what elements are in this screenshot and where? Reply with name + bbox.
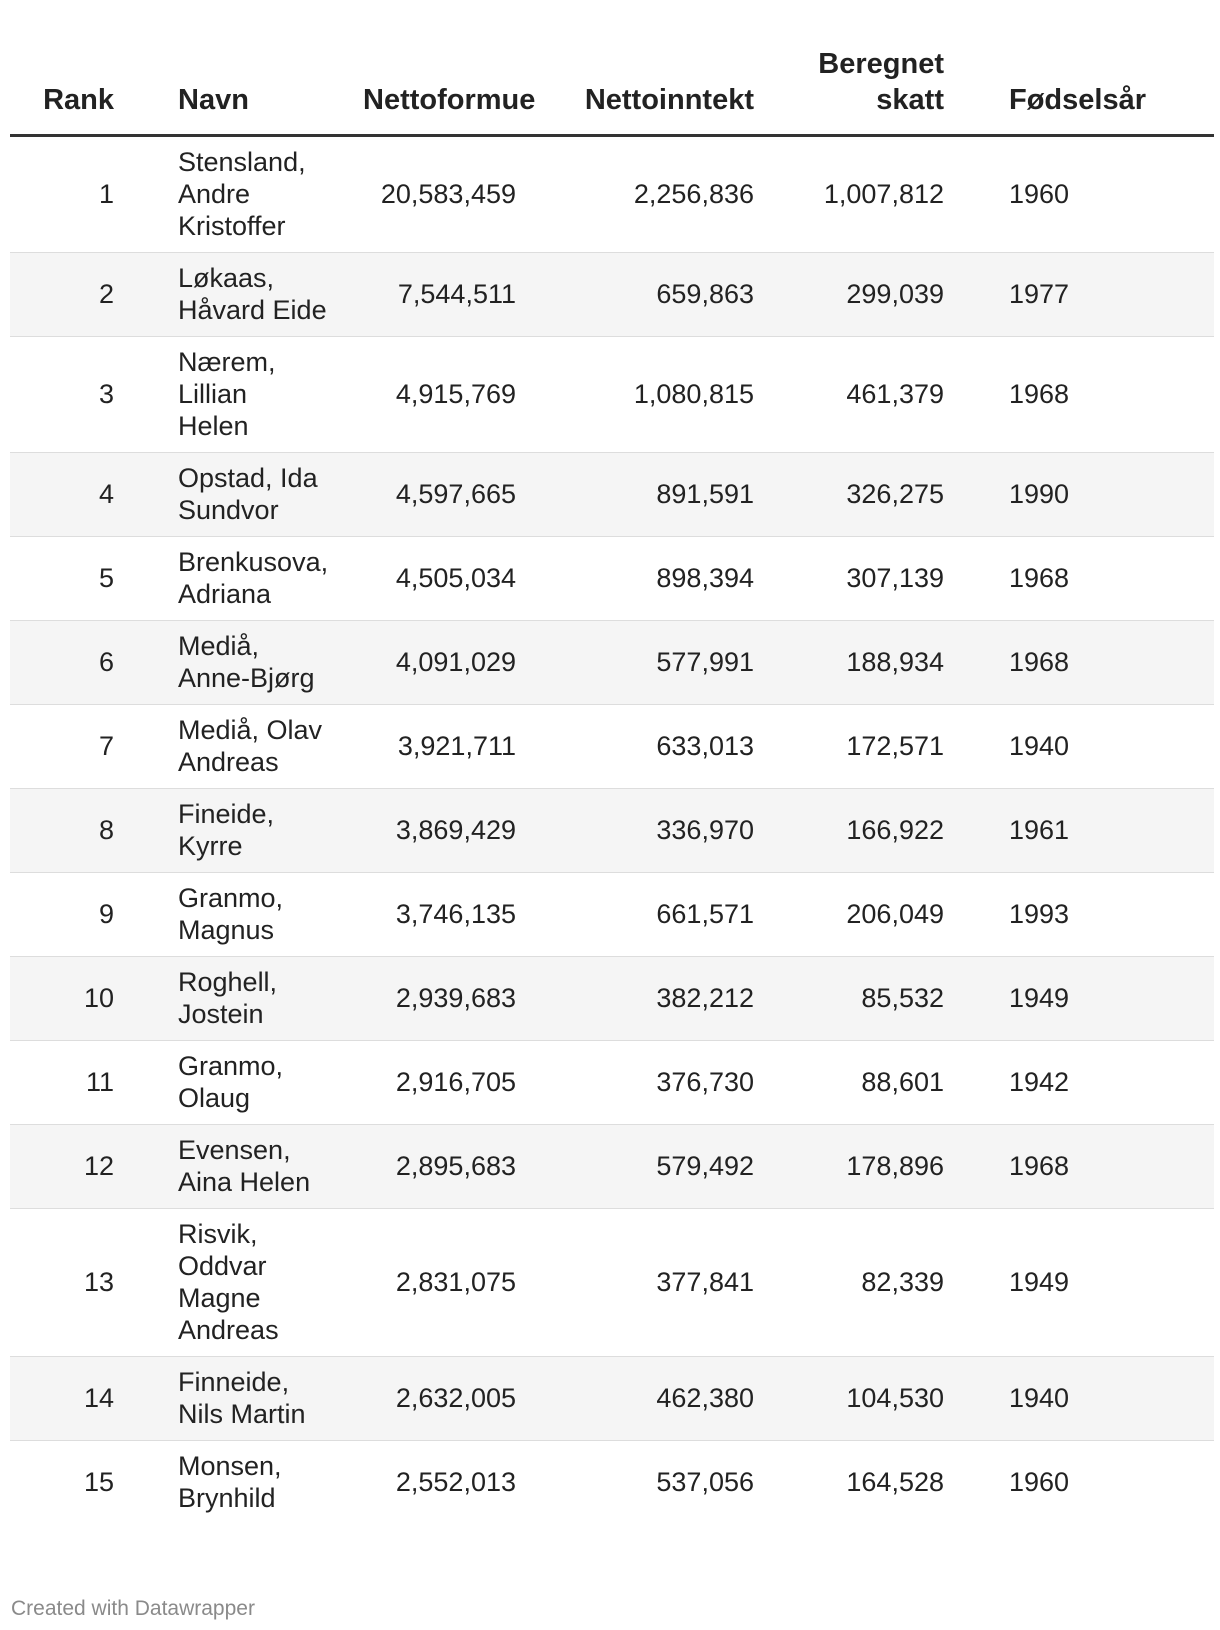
cell-name bbox=[114, 873, 363, 957]
name-line: Opstad, Ida bbox=[178, 463, 318, 493]
cell-name bbox=[114, 1041, 363, 1125]
table-row bbox=[10, 1125, 1214, 1209]
cell-net-worth: 3,921,711 bbox=[363, 705, 516, 789]
cell-birth-year: 1968 bbox=[944, 337, 1214, 453]
cell-tax: 326,275 bbox=[754, 453, 944, 537]
table-row bbox=[10, 957, 1214, 1041]
cell-name bbox=[114, 537, 363, 621]
name-line: Håvard Eide bbox=[178, 295, 327, 325]
cell-net-income: 2,256,836 bbox=[516, 136, 754, 253]
cell-rank: 8 bbox=[10, 789, 114, 873]
cell-tax: 82,339 bbox=[754, 1209, 944, 1357]
name-line: Andreas bbox=[178, 747, 279, 777]
name-line: Løkaas, bbox=[178, 263, 275, 293]
cell-name bbox=[114, 453, 363, 537]
cell-rank: 7 bbox=[10, 705, 114, 789]
name-line: Oddvar bbox=[178, 1251, 267, 1281]
table-row bbox=[10, 337, 1214, 453]
table-row bbox=[10, 789, 1214, 873]
cell-birth-year: 1960 bbox=[1009, 1467, 1070, 1497]
cell-rank: 11 bbox=[10, 1041, 114, 1125]
cell-net-worth: 4,597,665 bbox=[363, 453, 516, 537]
cell-name bbox=[114, 136, 363, 253]
cell-net-worth: 4,915,769 bbox=[363, 337, 516, 453]
cell-birth-year: 1993 bbox=[944, 873, 1214, 957]
table-row bbox=[10, 136, 1214, 253]
name-line: Monsen, bbox=[178, 1451, 282, 1481]
cell-rank: 2 bbox=[10, 253, 114, 337]
cell-name bbox=[114, 789, 363, 873]
cell-net-income: 898,394 bbox=[516, 537, 754, 621]
cell-net-income: 891,591 bbox=[516, 453, 754, 537]
name-line: Anne-Bjørg bbox=[178, 663, 315, 693]
name-line: Adriana bbox=[178, 579, 272, 609]
table-row bbox=[10, 1357, 1214, 1441]
cell-net-worth: 2,895,683 bbox=[363, 1125, 516, 1209]
cell-net-income: 661,571 bbox=[516, 873, 754, 957]
name-line: Aina Helen bbox=[178, 1167, 311, 1197]
cell-net-worth: 2,552,013 bbox=[395, 1467, 516, 1497]
cell-tax: 88,601 bbox=[754, 1041, 944, 1125]
name-line: Kyrre bbox=[178, 831, 243, 861]
name-line: Andreas bbox=[178, 1315, 279, 1345]
name-line: Risvik, bbox=[178, 1219, 258, 1249]
table-row bbox=[10, 621, 1214, 705]
name-line: Stensland, bbox=[178, 147, 306, 177]
cell-tax: 178,896 bbox=[754, 1125, 944, 1209]
name-line: Roghell, bbox=[178, 967, 278, 997]
cell-name bbox=[114, 957, 363, 1041]
cell-tax: 1,007,812 bbox=[754, 136, 944, 253]
name-line: Andre bbox=[178, 179, 251, 209]
cell-birth-year: 1968 bbox=[944, 1125, 1214, 1209]
name-line: Sundvor bbox=[178, 495, 279, 525]
header-birth-year[interactable]: Fødselsår bbox=[944, 40, 1214, 136]
cell-birth-year: 1942 bbox=[944, 1041, 1214, 1125]
cell-birth-year: 1949 bbox=[944, 957, 1214, 1041]
cell-rank: 3 bbox=[10, 337, 114, 453]
table-row bbox=[10, 453, 1214, 537]
header-tax-line2: skatt bbox=[876, 84, 944, 116]
cell-net-worth: 2,632,005 bbox=[363, 1357, 516, 1441]
name-line: Granmo, bbox=[178, 883, 284, 913]
name-line: Fineide, bbox=[178, 799, 275, 829]
cell-tax: 206,049 bbox=[754, 873, 944, 957]
header-name[interactable]: Navn bbox=[114, 40, 363, 136]
cell-net-income: 377,841 bbox=[516, 1209, 754, 1357]
table-row bbox=[10, 873, 1214, 957]
name-line: Granmo, bbox=[178, 1051, 284, 1081]
cell-net-income: 633,013 bbox=[516, 705, 754, 789]
cell-net-worth: 3,746,135 bbox=[363, 873, 516, 957]
cell-tax: 299,039 bbox=[754, 253, 944, 337]
cell-net-worth: 7,544,511 bbox=[363, 253, 516, 337]
footer-credit: Created with Datawrapper bbox=[11, 1597, 255, 1620]
cell-birth-year: 1968 bbox=[944, 621, 1214, 705]
cell-net-income: 579,492 bbox=[516, 1125, 754, 1209]
cell-tax: 188,934 bbox=[754, 621, 944, 705]
cell-birth-year: 1990 bbox=[944, 453, 1214, 537]
table-row bbox=[10, 705, 1214, 789]
header-net-worth[interactable]: Nettoformue bbox=[363, 40, 516, 136]
cell-name bbox=[114, 1441, 363, 1525]
cell-tax: 104,530 bbox=[754, 1357, 944, 1441]
cell-rank: 5 bbox=[10, 537, 114, 621]
cell-net-income: 462,380 bbox=[516, 1357, 754, 1441]
cell-name bbox=[114, 1209, 363, 1357]
name-line: Olaug bbox=[178, 1083, 251, 1113]
cell-rank: 15 bbox=[83, 1467, 114, 1497]
cell-net-income: 577,991 bbox=[516, 621, 754, 705]
cell-name bbox=[114, 253, 363, 337]
cell-net-income: 336,970 bbox=[516, 789, 754, 873]
name-line: Magnus bbox=[178, 915, 275, 945]
cell-rank: 13 bbox=[10, 1209, 114, 1357]
cell-tax: 172,571 bbox=[754, 705, 944, 789]
table-row bbox=[10, 1041, 1214, 1125]
name-line: Nærem, bbox=[178, 347, 276, 377]
name-line: Evensen, bbox=[178, 1135, 291, 1165]
cell-name bbox=[114, 1125, 363, 1209]
cell-net-income: 659,863 bbox=[516, 253, 754, 337]
name-line: Kristoffer bbox=[178, 211, 286, 241]
cell-net-worth: 20,583,459 bbox=[363, 136, 516, 253]
table-row bbox=[10, 253, 1214, 337]
cell-name bbox=[114, 337, 363, 453]
name-line: Magne bbox=[178, 1283, 261, 1313]
cell-birth-year: 1940 bbox=[944, 705, 1214, 789]
header-rank[interactable]: Rank bbox=[10, 40, 114, 136]
name-line: Finneide, bbox=[178, 1367, 290, 1397]
name-line: Jostein bbox=[178, 999, 264, 1029]
name-line: Lillian bbox=[178, 379, 248, 409]
header-tax[interactable] bbox=[754, 40, 944, 136]
cell-tax: 461,379 bbox=[754, 337, 944, 453]
cell-name bbox=[114, 705, 363, 789]
cell-net-income: 1,080,815 bbox=[516, 337, 754, 453]
cell-net-worth: 4,091,029 bbox=[363, 621, 516, 705]
cell-net-worth: 2,916,705 bbox=[363, 1041, 516, 1125]
header-tax-line1: Beregnet bbox=[818, 48, 944, 80]
cell-rank: 12 bbox=[10, 1125, 114, 1209]
cell-rank: 9 bbox=[10, 873, 114, 957]
table-row bbox=[10, 537, 1214, 621]
table-body bbox=[10, 136, 1214, 1525]
cell-rank: 14 bbox=[10, 1357, 114, 1441]
cell-birth-year: 1968 bbox=[944, 537, 1214, 621]
cell-net-worth: 2,831,075 bbox=[363, 1209, 516, 1357]
cell-net-income: 382,212 bbox=[516, 957, 754, 1041]
cell-rank: 1 bbox=[10, 136, 114, 253]
cell-birth-year: 1960 bbox=[944, 136, 1214, 253]
cell-rank: 6 bbox=[10, 621, 114, 705]
name-line: Mediå, Olav bbox=[178, 715, 323, 745]
cell-tax: 307,139 bbox=[754, 537, 944, 621]
table-row bbox=[10, 1441, 1214, 1525]
cell-name bbox=[114, 621, 363, 705]
cell-net-worth: 2,939,683 bbox=[363, 957, 516, 1041]
name-line: Helen bbox=[178, 411, 249, 441]
cell-tax: 164,528 bbox=[846, 1467, 944, 1497]
table-row bbox=[10, 1209, 1214, 1357]
cell-birth-year: 1977 bbox=[944, 253, 1214, 337]
header-net-income[interactable]: Nettoinntekt bbox=[516, 40, 754, 136]
cell-birth-year: 1940 bbox=[944, 1357, 1214, 1441]
cell-name bbox=[114, 1357, 363, 1441]
name-line: Mediå, bbox=[178, 631, 260, 661]
cell-rank: 10 bbox=[10, 957, 114, 1041]
cell-birth-year: 1961 bbox=[944, 789, 1214, 873]
cell-rank: 4 bbox=[10, 453, 114, 537]
cell-net-worth: 4,505,034 bbox=[363, 537, 516, 621]
name-line: Brenkusova, bbox=[178, 547, 329, 577]
cell-net-worth: 3,869,429 bbox=[363, 789, 516, 873]
cell-net-income: 376,730 bbox=[516, 1041, 754, 1125]
cell-tax: 85,532 bbox=[754, 957, 944, 1041]
name-line: Nils Martin bbox=[178, 1399, 306, 1429]
wealth-table bbox=[10, 40, 1214, 1524]
cell-tax: 166,922 bbox=[754, 789, 944, 873]
cell-birth-year: 1949 bbox=[944, 1209, 1214, 1357]
header-row bbox=[10, 40, 1214, 136]
cell-net-income: 537,056 bbox=[656, 1467, 754, 1497]
name-line: Brynhild bbox=[178, 1483, 276, 1513]
data-table-container bbox=[10, 40, 1214, 1524]
